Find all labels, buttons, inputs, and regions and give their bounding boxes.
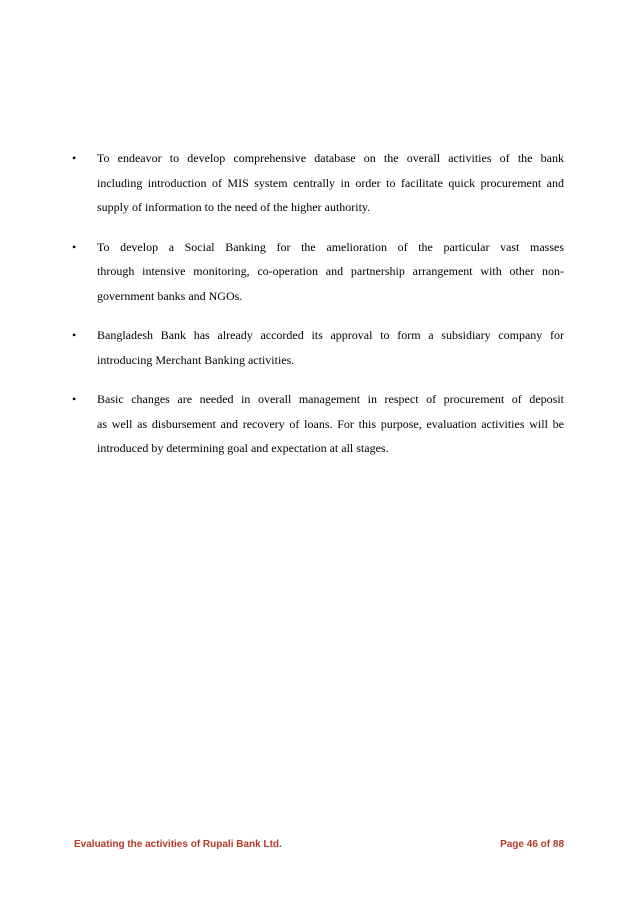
list-item bbox=[72, 146, 564, 220]
list-item-text: Bangladesh Bank has already accorded its approval to form a subsidiary company for introducing Merchant Banking activities. bbox=[97, 328, 564, 367]
bullet-icon: • bbox=[72, 392, 77, 406]
list-item-text: Basic changes are needed in overall management in respect of procurement of deposit as well as disbursement and recovery of loans. For this purpose, evaluation activities will be introduced by determining goal and expectation at all stages. bbox=[97, 392, 564, 455]
list-item bbox=[72, 323, 564, 372]
footer-title: Evaluating the activities of Rupali Bank Ltd. bbox=[74, 839, 282, 850]
list-item-text: To endeavor to develop comprehensive database on the overall activities of the bank including introduction of MIS system centrally in order to facilitate quick procurement and supply of information to the need of the higher authority. bbox=[97, 151, 564, 214]
list-item-text: To develop a Social Banking for the amelioration of the particular vast masses through intensive monitoring, co-operation and partnership arrangement with other non-government banks and NGOs. bbox=[97, 239, 564, 303]
page-footer bbox=[74, 839, 564, 855]
bullet-icon: • bbox=[72, 328, 77, 342]
bullet-icon: • bbox=[72, 239, 77, 254]
bullet-list bbox=[72, 146, 564, 476]
list-item bbox=[72, 387, 564, 461]
list-item bbox=[72, 235, 564, 309]
bullet-icon: • bbox=[72, 151, 77, 165]
page-number: Page 46 of 88 bbox=[500, 839, 564, 850]
